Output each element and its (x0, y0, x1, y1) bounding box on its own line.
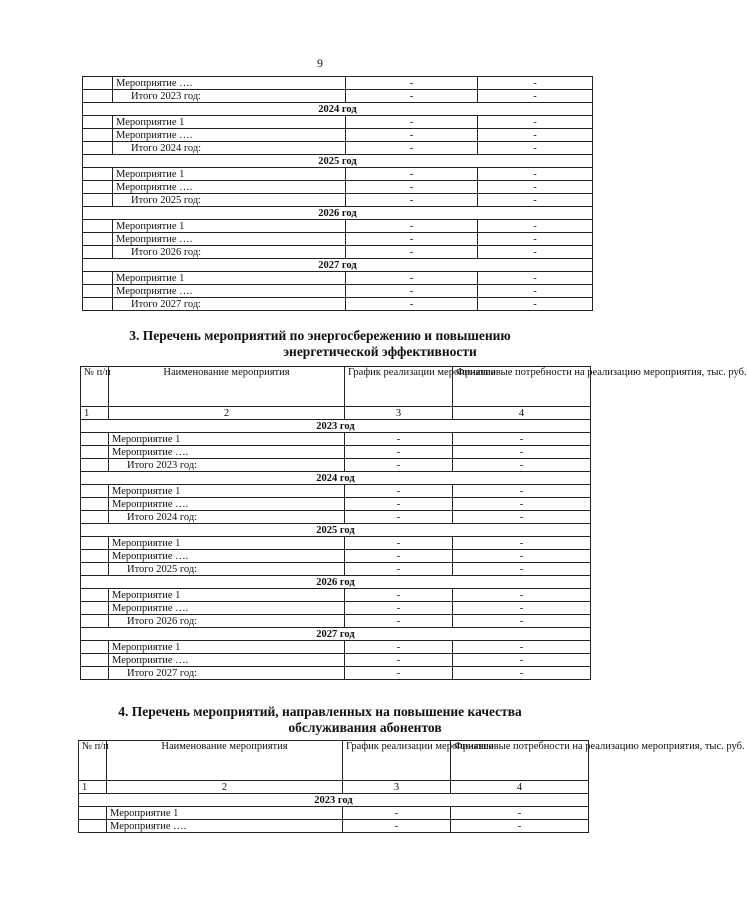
item-name: Мероприятие 1 (113, 116, 346, 129)
total-row (83, 90, 593, 103)
cost-cell: - (478, 298, 593, 311)
section-3-heading-line-1: 3. Перечень мероприятий по энергосбережению и повышению (129, 328, 511, 343)
row-num-cell (81, 537, 109, 550)
schedule-cell: - (346, 298, 478, 311)
row-num-cell (81, 589, 109, 602)
item-row (83, 285, 593, 298)
schedule-cell: - (346, 220, 478, 233)
cost-cell: - (453, 459, 591, 472)
cost-cell: - (453, 498, 591, 511)
schedule-cell: - (345, 485, 453, 498)
item-name: Мероприятие …. (109, 498, 345, 511)
item-name: Мероприятие …. (107, 820, 343, 833)
item-name: Мероприятие …. (113, 77, 346, 90)
item-name: Мероприятие 1 (109, 589, 345, 602)
item-row (81, 654, 591, 667)
cost-cell: - (478, 142, 593, 155)
schedule-cell: - (345, 498, 453, 511)
schedule-cell: - (346, 142, 478, 155)
table-header-row (79, 741, 589, 781)
row-num-cell (79, 820, 107, 833)
cost-cell: - (453, 615, 591, 628)
schedule-cell: - (345, 602, 453, 615)
row-num-cell (81, 667, 109, 680)
total-row (83, 246, 593, 259)
item-name: Мероприятие 1 (109, 433, 345, 446)
item-row (81, 433, 591, 446)
year-row (83, 259, 593, 272)
item-name: Мероприятие 1 (109, 641, 345, 654)
schedule-cell: - (346, 116, 478, 129)
column-number: 3 (343, 781, 451, 794)
item-name: Мероприятие …. (113, 181, 346, 194)
cost-cell: - (451, 820, 589, 833)
cost-cell: - (453, 602, 591, 615)
cost-cell: - (478, 220, 593, 233)
year-label: 2027 год (81, 628, 591, 641)
cost-cell: - (478, 194, 593, 207)
row-num-cell (83, 194, 113, 207)
schedule-cell: - (346, 272, 478, 285)
row-num-cell (81, 563, 109, 576)
total-row (81, 563, 591, 576)
schedule-cell: - (346, 194, 478, 207)
row-num-cell (83, 116, 113, 129)
item-name: Мероприятие 1 (113, 168, 346, 181)
column-number: 1 (79, 781, 107, 794)
cost-cell: - (478, 90, 593, 103)
total-row (81, 459, 591, 472)
total-row (83, 142, 593, 155)
header-cost: Финансовые потребности на реализацию мероприятия, тыс. руб. (453, 367, 591, 407)
total-label: Итого 2023 год: (109, 459, 345, 472)
row-num-cell (81, 641, 109, 654)
schedule-cell: - (345, 654, 453, 667)
row-num-cell (83, 77, 113, 90)
year-row (83, 155, 593, 168)
table-continuation-body (83, 77, 593, 311)
year-row (81, 472, 591, 485)
total-label: Итого 2025 год: (109, 563, 345, 576)
item-name: Мероприятие …. (109, 550, 345, 563)
energy-efficiency-table-body (81, 367, 747, 680)
cost-cell: - (478, 233, 593, 246)
column-number: 4 (453, 407, 591, 420)
cost-cell: - (453, 485, 591, 498)
total-label: Итого 2025 год: (113, 194, 346, 207)
item-row (79, 807, 589, 820)
schedule-cell: - (343, 807, 451, 820)
item-row (81, 602, 591, 615)
item-row (83, 272, 593, 285)
header-name: Наименование мероприятия (109, 367, 345, 407)
item-row (81, 641, 591, 654)
item-row (81, 446, 591, 459)
item-row (81, 550, 591, 563)
item-name: Мероприятие 1 (109, 537, 345, 550)
year-label: 2025 год (83, 155, 593, 168)
schedule-cell: - (346, 129, 478, 142)
schedule-cell: - (345, 433, 453, 446)
item-name: Мероприятие 1 (113, 220, 346, 233)
row-num-cell (81, 654, 109, 667)
cost-cell: - (453, 641, 591, 654)
page-number: 9 (317, 56, 323, 70)
cost-cell: - (453, 511, 591, 524)
item-name: Мероприятие 1 (107, 807, 343, 820)
total-row (81, 615, 591, 628)
service-quality-table (78, 740, 745, 833)
cost-cell: - (453, 589, 591, 602)
schedule-cell: - (346, 77, 478, 90)
year-row (81, 524, 591, 537)
cost-cell: - (453, 537, 591, 550)
item-row (81, 485, 591, 498)
row-num-cell (81, 602, 109, 615)
year-label: 2027 год (83, 259, 593, 272)
item-row (81, 537, 591, 550)
row-num-cell (83, 285, 113, 298)
item-name: Мероприятие 1 (109, 485, 345, 498)
energy-efficiency-table (80, 366, 747, 680)
item-row (83, 129, 593, 142)
schedule-cell: - (345, 667, 453, 680)
year-label: 2024 год (83, 103, 593, 116)
item-name: Мероприятие …. (113, 129, 346, 142)
year-row (81, 420, 591, 433)
row-num-cell (83, 233, 113, 246)
schedule-cell: - (346, 90, 478, 103)
year-label: 2025 год (81, 524, 591, 537)
section-4-heading-line-1: 4. Перечень мероприятий, направленных на повышение качества (118, 704, 522, 719)
item-row (83, 77, 593, 90)
total-label: Итого 2026 год: (113, 246, 346, 259)
cost-cell: - (451, 807, 589, 820)
item-name: Мероприятие …. (109, 602, 345, 615)
column-number: 3 (345, 407, 453, 420)
item-row (83, 233, 593, 246)
cost-cell: - (478, 181, 593, 194)
section-4-heading-line-2: обслуживания абонентов (288, 720, 442, 735)
total-row (81, 667, 591, 680)
column-number: 2 (109, 407, 345, 420)
schedule-cell: - (346, 285, 478, 298)
header-cost: Финансовые потребности на реализацию мероприятия, тыс. руб. (451, 741, 589, 781)
year-label: 2023 год (79, 794, 589, 807)
table-header-row (81, 367, 591, 407)
column-numbers-row (81, 407, 591, 420)
cost-cell: - (478, 272, 593, 285)
row-num-cell (83, 90, 113, 103)
item-row (83, 181, 593, 194)
header-num: № п/п (79, 741, 107, 781)
year-label: 2026 год (81, 576, 591, 589)
item-name: Мероприятие …. (113, 285, 346, 298)
schedule-cell: - (345, 459, 453, 472)
total-row (83, 194, 593, 207)
row-num-cell (83, 181, 113, 194)
cost-cell: - (478, 129, 593, 142)
cost-cell: - (478, 168, 593, 181)
section-3-heading-line-2: энергетической эффективности (283, 344, 477, 359)
schedule-cell: - (345, 537, 453, 550)
year-label: 2023 год (81, 420, 591, 433)
schedule-cell: - (345, 563, 453, 576)
row-num-cell (81, 511, 109, 524)
item-row (83, 116, 593, 129)
schedule-cell: - (345, 641, 453, 654)
cost-cell: - (478, 77, 593, 90)
total-label: Итого 2027 год: (109, 667, 345, 680)
row-num-cell (81, 550, 109, 563)
row-num-cell (83, 220, 113, 233)
row-num-cell (81, 498, 109, 511)
total-row (83, 298, 593, 311)
cost-cell: - (453, 446, 591, 459)
item-row (81, 498, 591, 511)
column-number: 4 (451, 781, 589, 794)
cost-cell: - (478, 285, 593, 298)
item-row (79, 820, 589, 833)
total-label: Итого 2024 год: (113, 142, 346, 155)
header-name: Наименование мероприятия (107, 741, 343, 781)
cost-cell: - (453, 550, 591, 563)
schedule-cell: - (345, 511, 453, 524)
row-num-cell (83, 142, 113, 155)
schedule-cell: - (343, 820, 451, 833)
year-row (79, 794, 589, 807)
cost-cell: - (453, 667, 591, 680)
item-name: Мероприятие …. (109, 446, 345, 459)
item-row (83, 168, 593, 181)
row-num-cell (81, 485, 109, 498)
row-num-cell (83, 272, 113, 285)
total-label: Итого 2026 год: (109, 615, 345, 628)
header-num: № п/п (81, 367, 109, 407)
column-numbers-row (79, 781, 589, 794)
item-name: Мероприятие 1 (113, 272, 346, 285)
year-row (81, 576, 591, 589)
total-row (81, 511, 591, 524)
table-continuation (82, 76, 593, 311)
section-3-heading (0, 328, 640, 360)
schedule-cell: - (345, 589, 453, 602)
row-num-cell (81, 433, 109, 446)
cost-cell: - (453, 433, 591, 446)
row-num-cell (81, 615, 109, 628)
total-label: Итого 2023 год: (113, 90, 346, 103)
schedule-cell: - (345, 550, 453, 563)
schedule-cell: - (345, 615, 453, 628)
column-number: 1 (81, 407, 109, 420)
total-label: Итого 2024 год: (109, 511, 345, 524)
cost-cell: - (478, 116, 593, 129)
row-num-cell (83, 298, 113, 311)
cost-cell: - (478, 246, 593, 259)
item-name: Мероприятие …. (113, 233, 346, 246)
total-label: Итого 2027 год: (113, 298, 346, 311)
schedule-cell: - (345, 446, 453, 459)
service-quality-table-body (79, 741, 745, 833)
row-num-cell (81, 459, 109, 472)
year-row (83, 207, 593, 220)
schedule-cell: - (346, 168, 478, 181)
column-number: 2 (107, 781, 343, 794)
header-schedule: График реализации мероприятия (343, 741, 451, 781)
row-num-cell (83, 168, 113, 181)
header-schedule: График реализации мероприятия (345, 367, 453, 407)
row-num-cell (83, 246, 113, 259)
row-num-cell (83, 129, 113, 142)
year-row (83, 103, 593, 116)
cost-cell: - (453, 654, 591, 667)
row-num-cell (81, 446, 109, 459)
year-row (81, 628, 591, 641)
cost-cell: - (453, 563, 591, 576)
schedule-cell: - (346, 181, 478, 194)
item-row (81, 589, 591, 602)
schedule-cell: - (346, 246, 478, 259)
year-label: 2026 год (83, 207, 593, 220)
item-row (83, 220, 593, 233)
year-label: 2024 год (81, 472, 591, 485)
schedule-cell: - (346, 233, 478, 246)
section-4-heading (0, 704, 640, 736)
item-name: Мероприятие …. (109, 654, 345, 667)
row-num-cell (79, 807, 107, 820)
